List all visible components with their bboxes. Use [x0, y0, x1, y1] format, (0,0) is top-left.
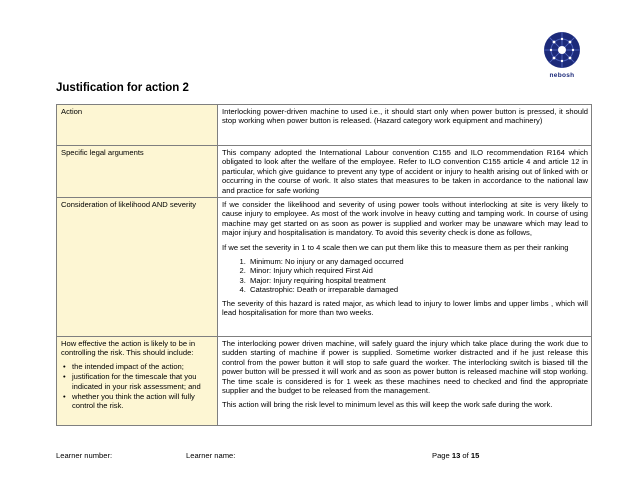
list-item: • justification for the timescale that you indicated in your risk assessment; and — [72, 372, 214, 391]
footer-learner-number: Learner number: — [56, 451, 113, 460]
list-item: 1. Minimum: No injury or any damaged occurred — [248, 257, 588, 266]
footer-page-number — [432, 451, 479, 460]
row-label: Specific legal arguments — [57, 146, 218, 198]
row-label: Consideration of likelihood AND severity — [57, 198, 218, 337]
row-label-cell — [57, 337, 218, 426]
list-item: 4. Catastrophic: Death or irreparable damaged — [248, 285, 588, 294]
paragraph: The interlocking power driven machine, will safely guard the injury which take place during the work due to sudden starting of machine if power is supplied. Sometime worker distracted and if he just release this control from the power button it will stop to safe guard the worker. The interlocking switch is biased till the power button will be pressed it will work and as soon as power button is released machine will stop working. The time scale is considered is for 1 week as these machines need to checked and find the appropriate supplier and the budget to be released from the management. — [222, 339, 588, 396]
page-of: of — [460, 451, 471, 460]
footer-learner-name: Learner name: — [186, 451, 236, 460]
row-label: How effective the action is likely to be in controlling the risk. This should include: — [61, 339, 196, 358]
row-text: This company adopted the International Labour convention C155 and ILO recommendation R164 which obligated to look after the welfare of the employee. Refer to ILO convention C155 article 4 and article 12 in particular, which give guidance to prevent any type of accident or injury to health arising out of linked with or occurring in the course of work. It also states that measures to be taken in accordance to the national law and practice for safe working — [218, 146, 592, 198]
paragraph: The severity of this hazard is rated major, as which lead to injury to lower limbs and upper limbs , which will lead hospitalisation for more than two weeks. — [222, 298, 588, 318]
paragraph: If we set the severity in 1 to 4 scale then we can put them like this to measure them as per their ranking — [222, 242, 569, 252]
page-title: Justification for action 2 — [56, 82, 189, 94]
paragraph: This action will bring the risk level to minimum level as this will keep the work safe during the work. — [222, 400, 553, 410]
page-prefix: Page — [432, 451, 452, 460]
paragraph: If we consider the likelihood and severity of using power tools without interlocking at site is very likely to cause injury to employee. As most of the work involve in heavy cutting and tamping work. In course of using machine may get started on as soon as power is supplied and worker may be unaware which may lead to major injury and hospitalisation is mandatory. To avoid this severity check is done as follows, — [222, 200, 588, 238]
guidance-bullets — [61, 362, 214, 411]
row-text — [218, 337, 592, 426]
table-row-likelihood-severity — [57, 198, 592, 337]
severity-list — [222, 257, 588, 295]
row-label: Action — [57, 105, 218, 146]
row-text — [218, 198, 592, 337]
table-row-effectiveness — [57, 337, 592, 426]
table-row-action — [57, 105, 592, 146]
list-item: • the intended impact of the action; — [72, 362, 214, 371]
list-item: 2. Minor: Injury which required First Aid — [248, 266, 588, 275]
logo-wordmark: nebosh — [549, 72, 575, 79]
page-current: 13 — [451, 451, 461, 460]
list-item: 3. Major: Injury requiring hospital treatment — [248, 276, 588, 285]
row-text: Interlocking power-driven machine to used i.e., it should start only when power button is pressed, it should stop working when power button is released. (Hazard category work equipment and machinery) — [218, 105, 592, 146]
list-item: • whether you think the action will fully control the risk. — [72, 392, 214, 411]
table-row-legal — [57, 146, 592, 198]
justification-table — [56, 104, 592, 426]
nebosh-logo-icon — [538, 30, 586, 90]
page-total: 15 — [470, 451, 480, 460]
